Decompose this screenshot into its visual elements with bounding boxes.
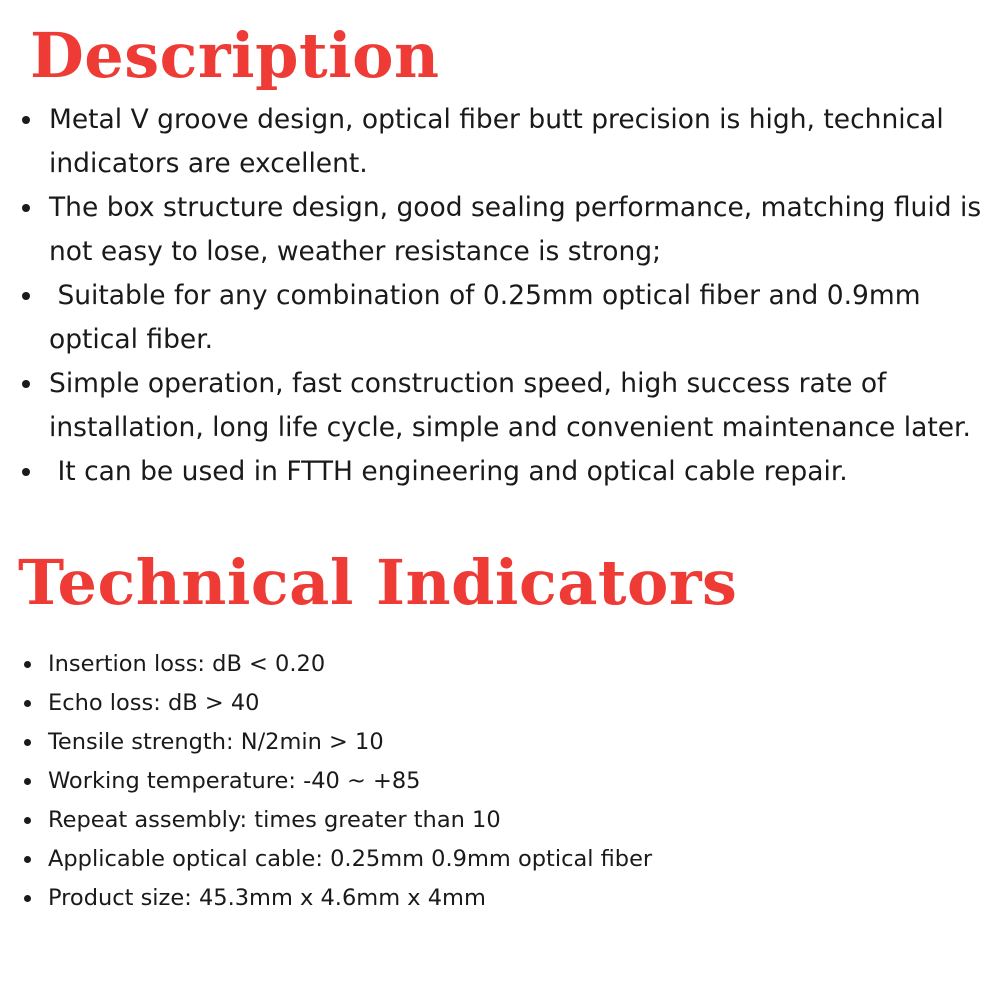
list-item-text: The box structure design, good sealing performance, matching fluid is not easy to lose, weather resistance is strong; bbox=[49, 192, 982, 267]
bullet-icon bbox=[22, 204, 30, 212]
technical-indicators-list bbox=[24, 645, 924, 918]
list-item-text: Insertion loss: dB < 0.20 bbox=[48, 651, 326, 677]
list-item bbox=[22, 274, 992, 362]
bullet-icon bbox=[22, 468, 30, 476]
list-item bbox=[24, 762, 924, 801]
bullet-icon bbox=[22, 380, 30, 388]
list-item bbox=[22, 98, 992, 186]
bullet-icon bbox=[22, 116, 30, 124]
bullet-icon bbox=[24, 661, 31, 668]
list-item bbox=[24, 645, 924, 684]
list-item bbox=[24, 801, 924, 840]
description-list bbox=[22, 98, 992, 494]
list-item-text: It can be used in FTTH engineering and optical cable repair. bbox=[49, 456, 848, 487]
list-item-text: Working temperature: -40 ~ +85 bbox=[48, 768, 421, 794]
list-item-text: Tensile strength: N/2min > 10 bbox=[48, 729, 384, 755]
list-item bbox=[24, 840, 924, 879]
bullet-icon bbox=[24, 856, 31, 863]
bullet-icon bbox=[22, 292, 30, 300]
technical-indicators-heading: Technical Indicators bbox=[18, 546, 738, 619]
list-item-text: Metal V groove design, optical fiber butt precision is high, technical indicators are excellent. bbox=[49, 104, 944, 179]
bullet-icon bbox=[24, 895, 31, 902]
list-item bbox=[22, 186, 992, 274]
bullet-icon bbox=[24, 739, 31, 746]
list-item-text: Echo loss: dB > 40 bbox=[48, 690, 260, 716]
list-item-text: Suitable for any combination of 0.25mm optical fiber and 0.9mm optical fiber. bbox=[49, 280, 929, 355]
list-item bbox=[24, 684, 924, 723]
list-item bbox=[22, 450, 992, 494]
bullet-icon bbox=[24, 700, 31, 707]
bullet-icon bbox=[24, 817, 31, 824]
list-item bbox=[22, 362, 992, 450]
list-item bbox=[24, 723, 924, 762]
bullet-icon bbox=[24, 778, 31, 785]
description-heading: Description bbox=[30, 19, 440, 92]
list-item-text: Simple operation, fast construction speed, high success rate of installation, long life cycle, simple and convenient maintenance later. bbox=[49, 368, 971, 443]
list-item-text: Applicable optical cable: 0.25mm 0.9mm optical fiber bbox=[48, 846, 653, 872]
list-item-text: Repeat assembly: times greater than 10 bbox=[48, 807, 501, 833]
list-item-text: Product size: 45.3mm x 4.6mm x 4mm bbox=[48, 885, 486, 911]
list-item bbox=[24, 879, 924, 918]
